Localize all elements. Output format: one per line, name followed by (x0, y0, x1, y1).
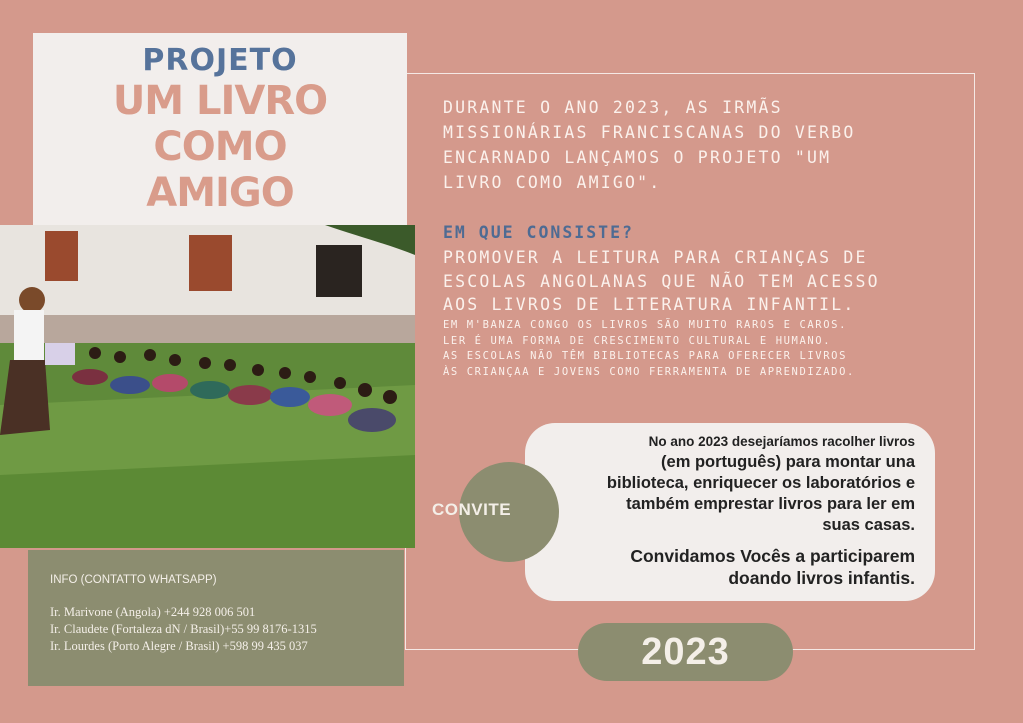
purpose-line: PROMOVER A LEITURA PARA CRIANÇAS DE (443, 248, 868, 267)
contact-line: Ir. Lourdes (Porto Alegre / Brasil) +598 99 435 037 (50, 639, 308, 653)
purpose-paragraph (443, 246, 880, 317)
contact-heading: INFO (CONTATTO WHATSAPP) (50, 574, 217, 586)
purpose-line: ESCOLAS ANGOLANAS QUE NÃO TEM ACESSO (443, 271, 880, 291)
convite-label: CONVITE (432, 500, 512, 519)
contact-info-box (28, 550, 404, 686)
contact-list (50, 604, 317, 655)
purpose-note (443, 318, 855, 380)
invite-text (607, 433, 915, 589)
title-kicker: PROJETO (142, 43, 298, 78)
title-box (33, 33, 407, 228)
intro-line: MISSIONÁRIAS FRANCISCANAS DO VERBO (443, 123, 856, 142)
purpose-line: AOS LIVROS DE LITERATURA INFANTIL. (443, 295, 856, 314)
purpose-heading: EM QUE CONSISTE? (443, 223, 634, 242)
invite-call-line: Convidamos Vocês a participarem (630, 546, 915, 566)
note-line: EM M'BANZA CONGO OS LIVROS SÃO MUITO RAROS E CAROS. (443, 319, 847, 331)
note-line: ÀS CRIANÇAA E JOVENS COMO FERRAMENTA DE APRENDIZADO. (443, 365, 855, 378)
invite-card (525, 423, 935, 601)
contact-line: Ir. Marivone (Angola) +244 928 006 501 (50, 605, 256, 619)
invite-lead: No ano 2023 desejaríamos racolher livros (648, 434, 915, 449)
children-reading-photo (0, 225, 415, 548)
invite-call-line: doando livros infantis. (728, 568, 915, 588)
intro-line: ENCARNADO LANÇAMOS O PROJETO "UM (443, 148, 832, 167)
invite-body-line: suas casas. (822, 516, 915, 534)
contact-line: Ir. Claudete (Fortaleza dN / Brasil)+55 99 8176-1315 (50, 622, 317, 636)
note-line: AS ESCOLAS NÃO TÊM BIBLIOTECAS PARA OFERECER LIVROS (443, 350, 847, 362)
invite-body-line: biblioteca, enriquecer os laboratórios e (606, 474, 915, 492)
invite-body (607, 452, 915, 536)
intro-line: DURANTE O ANO 2023, AS IRMÃS (443, 98, 783, 117)
note-line: LER É UMA FORMA DE CRESCIMENTO CULTURAL E HUMANO. (443, 334, 832, 347)
title-line: UM LIVRO (112, 78, 328, 124)
intro-paragraph (443, 95, 963, 195)
title-line: COMO (153, 124, 287, 170)
intro-line: LIVRO COMO AMIGO". (443, 173, 662, 192)
title-line: AMIGO (146, 170, 294, 216)
year-badge: 2023 (578, 623, 793, 681)
invite-body-line: (em português) para montar una (661, 453, 915, 471)
invite-call (607, 545, 915, 589)
invite-body-line: também emprestar livros para ler em (626, 495, 915, 513)
